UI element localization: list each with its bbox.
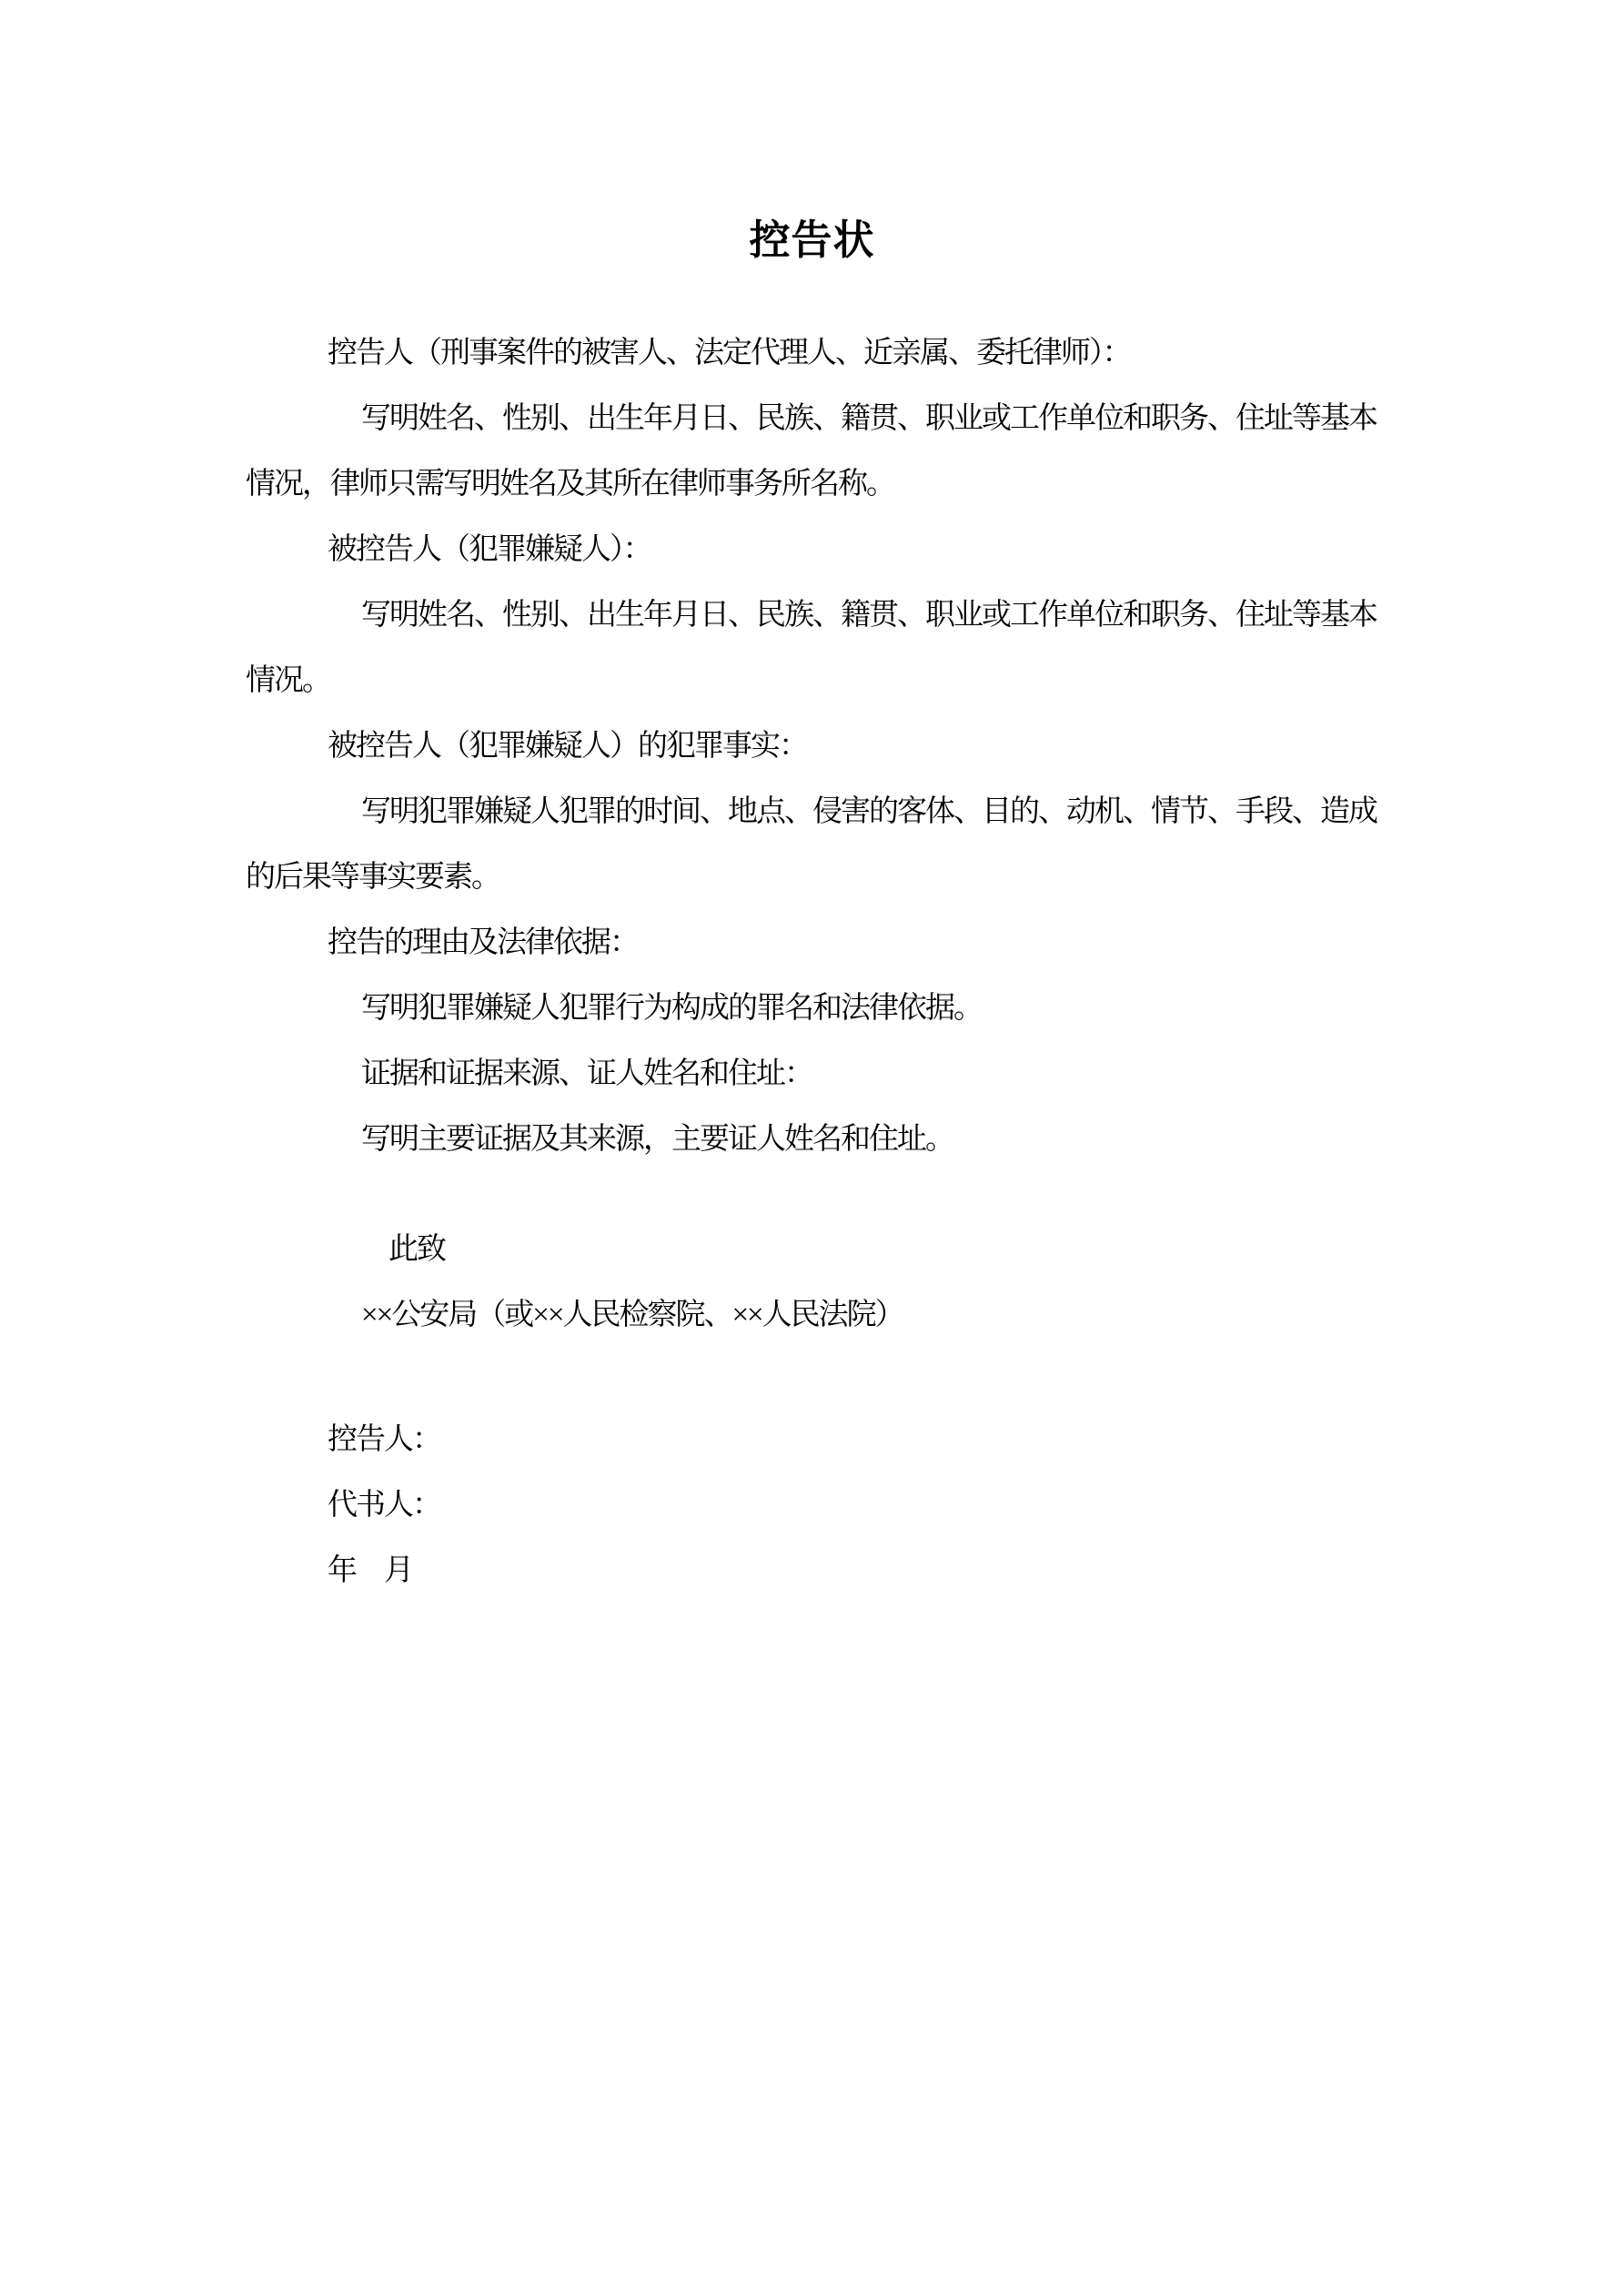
legal-basis-note: 写明犯罪嫌疑人犯罪行为构成的罪名和法律依据。 <box>361 992 982 1025</box>
recipient-line: ××公安局（或××人民检察院、××人民法院） <box>361 1299 903 1331</box>
accused-heading: 被控告人（犯罪嫌疑人）： <box>328 533 651 566</box>
accuser-note-line-1: 写明姓名、性别、出生年月日、民族、籍贯、职业或工作单位和职务、住址等基本 <box>361 402 1377 435</box>
crime-facts-note-line-2: 的后果等事实要素。 <box>246 861 499 894</box>
accuser-signature-label: 控告人： <box>328 1423 440 1456</box>
evidence-heading: 证据和证据来源、证人姓名和住址： <box>361 1057 812 1090</box>
closing-salutation: 此致 <box>388 1233 445 1266</box>
document-body <box>246 320 1378 1603</box>
crime-facts-heading: 被控告人（犯罪嫌疑人）的犯罪事实： <box>328 730 807 763</box>
legal-basis-heading: 控告的理由及法律依据： <box>328 926 638 959</box>
accused-note-line-2: 情况。 <box>246 664 330 697</box>
accuser-heading: 控告人（刑事案件的被害人、法定代理人、近亲属、委托律师）： <box>328 337 1131 369</box>
document-title: 控告状 <box>749 217 875 263</box>
evidence-note: 写明主要证据及其来源，主要证人姓名和住址。 <box>361 1123 953 1156</box>
date-line: 年 月 <box>328 1554 412 1587</box>
scribe-signature-label: 代书人： <box>328 1489 440 1522</box>
accuser-note-line-2: 情况，律师只需写明姓名及其所在律师事务所名称。 <box>246 468 894 501</box>
accused-note-line-1: 写明姓名、性别、出生年月日、民族、籍贯、职业或工作单位和职务、住址等基本 <box>361 599 1377 632</box>
crime-facts-note-line-1: 写明犯罪嫌疑人犯罪的时间、地点、侵害的客体、目的、动机、情节、手段、造成 <box>361 795 1377 828</box>
